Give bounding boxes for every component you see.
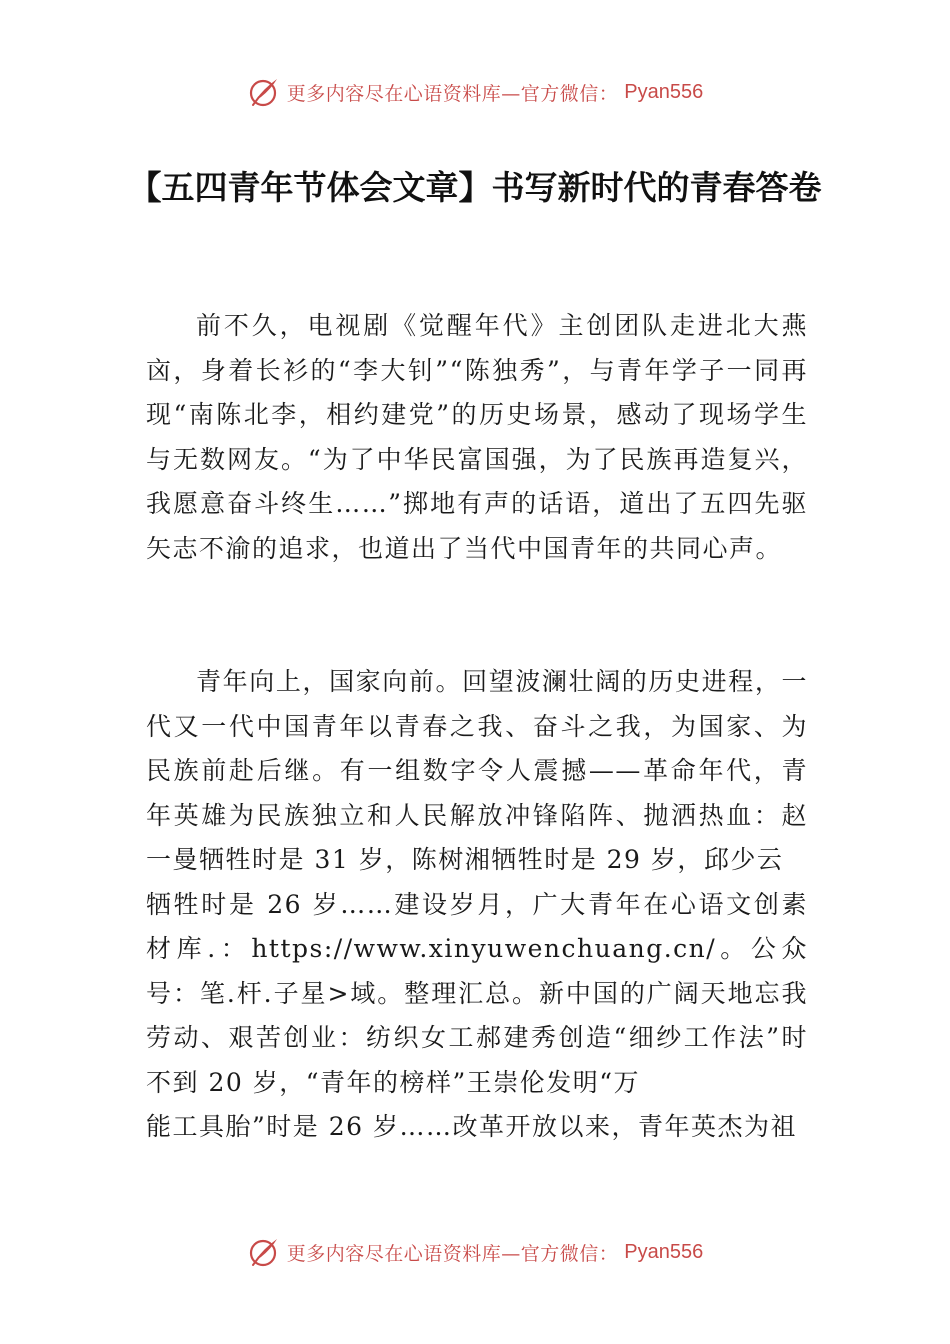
header-slogan: 更多内容尽在心语资料库—官方微信：	[286, 82, 619, 105]
footer-wechat-id: Pyan556	[624, 1240, 704, 1263]
paragraph-2-continued: 牺牲时是 26 岁……建设岁月，广大青年在心语文创素材库.：https://www.xinyuwenchuang.cn/。公众号：笔.杆.子星>域。整理汇总。新中国的广阔天地忘我劳动、艰苦创业：纺织女工郝建秀创造“细纱工作法”时不到 20 岁，“青年的榜样”王崇伦发明“万	[146, 889, 808, 1097]
footer-banner	[0, 1232, 950, 1272]
paragraph-2-last-line: 能工具胎”时是 26 岁……改革开放以来，青年英杰为祖	[146, 1112, 797, 1141]
header-banner	[0, 72, 950, 112]
paragraph-1-start: 前不久，电视剧《觉醒年代》主创团队走进北大燕	[196, 311, 808, 340]
footer-slogan: 更多内容尽在心语资料库—官方微信：	[286, 1242, 619, 1265]
paragraph-1	[146, 304, 808, 571]
paragraph-1-glyph: 㐫	[146, 355, 174, 385]
article-title: 【五四青年节体会文章】书写新时代的青春答卷	[128, 168, 822, 207]
paragraph-gap	[146, 571, 808, 660]
quill-pen-logo-icon	[247, 1235, 281, 1269]
quill-pen-logo-icon	[247, 75, 281, 109]
article-body	[146, 304, 808, 1150]
header-wechat-id: Pyan556	[624, 80, 704, 103]
paragraph-1-rest: ，身着长衫的“李大钊”“陈独秀”，与青年学子一同再现“南陈北李，相约建党”的历史场景，感动了现场学生与无数网友。“为了中华民富国强，为了民族再造复兴，我愿意奋斗终生……”掷地有声的话语，道出了五四先驱矢志不渝的追求，也道出了当代中国青年的共同心声。	[146, 355, 808, 563]
paragraph-2: 青年向上，国家向前。回望波澜壮阔的历史进程，一代又一代中国青年以青春之我、奋斗之我，为国家、为民族前赴后继。有一组数字令人震撼——革命年代，青年英雄为民族独立和人民解放冲锋陷阵、抛洒热血：赵一曼牺牲时是 31 岁，陈树湘牺牲时是 29 岁，邱少云	[146, 667, 808, 874]
